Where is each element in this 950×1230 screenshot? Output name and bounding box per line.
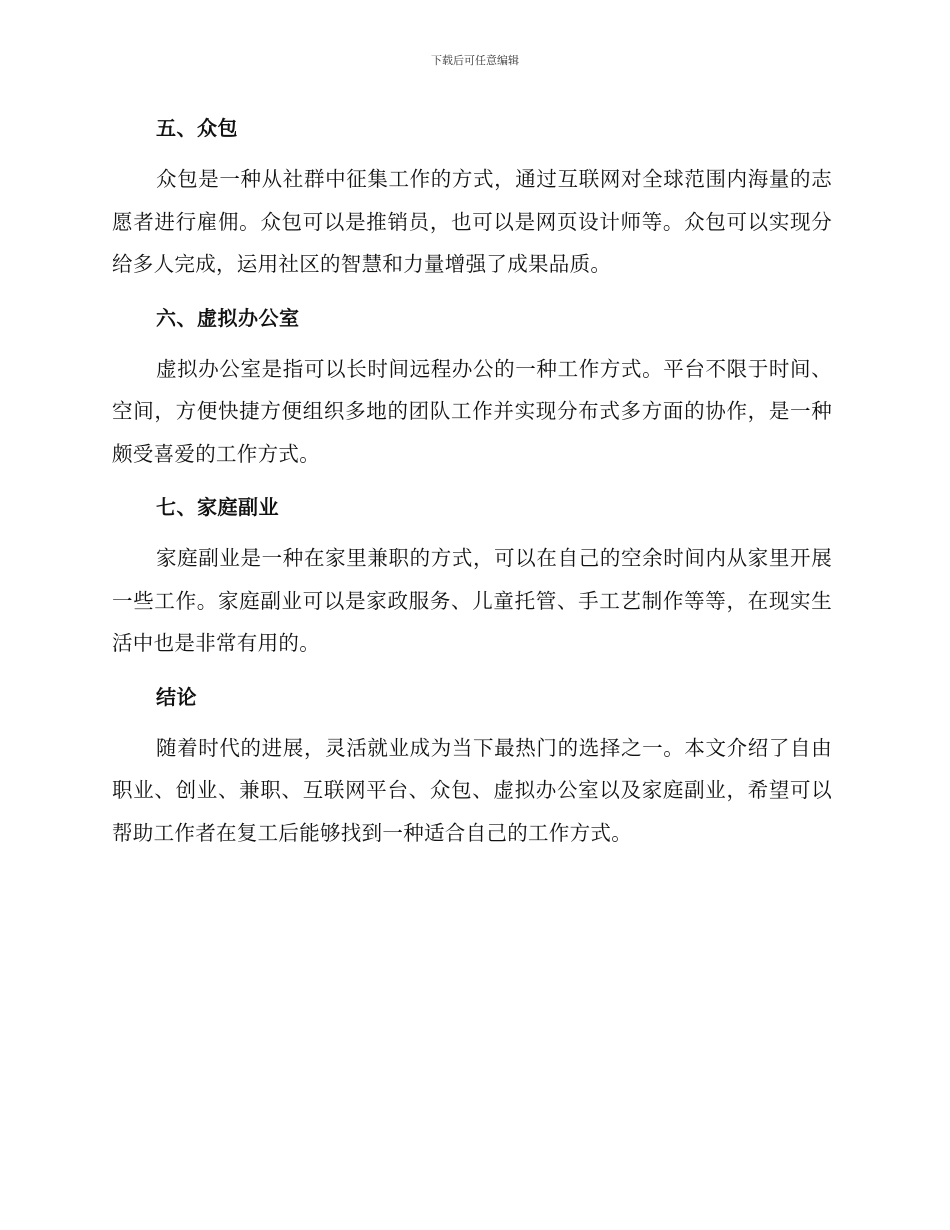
section-heading: 五、众包 bbox=[156, 116, 238, 140]
section-conclusion bbox=[112, 677, 832, 855]
section-virtual-office bbox=[112, 298, 832, 476]
section-heading: 七、家庭副业 bbox=[156, 495, 279, 519]
section-home-sideline bbox=[112, 487, 832, 665]
document-body bbox=[112, 108, 832, 866]
section-heading: 六、虚拟办公室 bbox=[156, 305, 300, 330]
section-crowdsourcing bbox=[112, 108, 832, 286]
section-paragraph: 家庭副业是一种在家里兼职的方式，可以在自己的空余时间内从家里开展一些工作。家庭副业可以是家政服务、儿童托管、手工艺制作等等，在现实生活中也是非常有用的。 bbox=[112, 546, 832, 655]
section-paragraph: 虚拟办公室是指可以长时间远程办公的一种工作方式。平台不限于时间、空间，方便快捷方便组织多地的团队工作并实现分布式多方面的协作，是一种颇受喜爱的工作方式。 bbox=[112, 356, 832, 466]
section-heading: 结论 bbox=[156, 684, 197, 709]
section-paragraph: 随着时代的进展，灵活就业成为当下最热门的选择之一。本文介绍了自由职业、创业、兼职、互联网平台、众包、虚拟办公室以及家庭副业，希望可以帮助工作者在复工后能够找到一种适合自己的工作方式。 bbox=[112, 735, 832, 845]
section-paragraph: 众包是一种从社群中征集工作的方式，通过互联网对全球范围内海量的志愿者进行雇佣。众包可以是推销员，也可以是网页设计师等。众包可以实现分给多人完成，运用社区的智慧和力量增强了成果品质。 bbox=[112, 167, 832, 276]
page-header: 下载后可任意编辑 bbox=[431, 54, 519, 67]
